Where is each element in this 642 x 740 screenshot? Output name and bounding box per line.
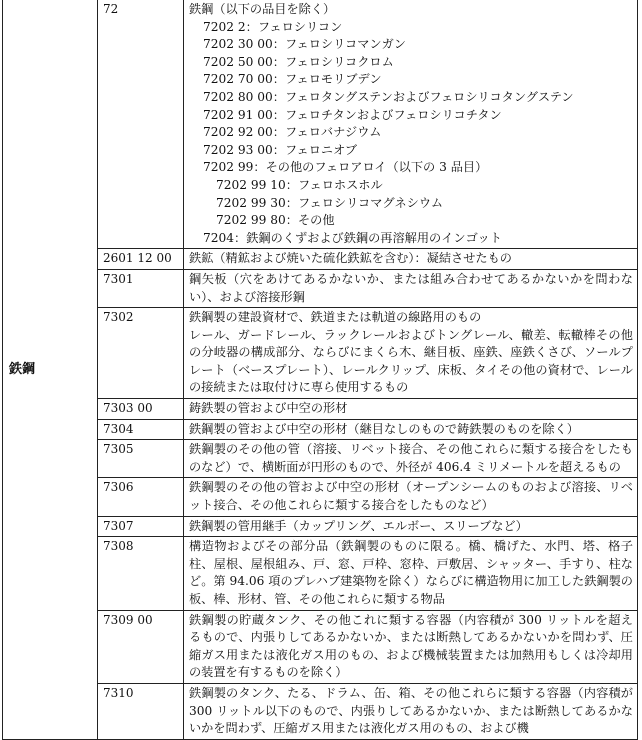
description-text: 鉄鉱（精鉱および焼いた硫化鉄鉱を含む）：凝結させたもの: [189, 251, 512, 266]
code-cell: 7309 00: [98, 610, 184, 683]
description-text: 鉄鋼製の管用継手（カップリング、エルボー、スリーブなど）: [189, 518, 528, 533]
code-cell: 7301: [98, 269, 184, 307]
code-cell: 7305: [98, 440, 184, 478]
table-row-72: [3, 0, 638, 249]
description-text: 鉄鋼製のその他の管（溶接、リベット接合、その他これらに類する接合をしたものなど）で、横断面が円形のもので、外径が 406.4 ミリメートルを超えるもの: [189, 442, 633, 474]
description-cell: [184, 683, 638, 739]
table-row-7305: [3, 440, 638, 478]
code-cell: 7304: [98, 419, 184, 440]
table-row-7302: [3, 308, 638, 399]
code-cell: 72: [98, 0, 184, 249]
description-line: 7204：鉄鋼のくずおよび鉄鋼の再溶解用のインゴット: [203, 230, 502, 245]
description-cell: [184, 440, 638, 478]
description-text: 鉄鋼製のその他の管および中空の形材（オープンシームのものおよび溶接、リベット接合、その他これらに類する接合をしたものなど）: [189, 480, 633, 513]
code-cell: 7303 00: [98, 399, 184, 420]
description-text: 鉄鋼製の貯蔵タンク、その他これに類する容器（内容積が 300 リットルを超えるもので、内張りしてあるかないか、または断熱してあるかないかを問わず、圧縮ガス用または液化ガス用のもの、および機械装置または加熱用もしくは冷却用の装置を有するものを除く）: [189, 612, 633, 680]
description-line: 7202 92 00：フェロバナジウム: [203, 125, 382, 140]
description-line: 7202 70 00：フェロモリブデン: [203, 72, 382, 87]
description-line: 7202 91 00：フェロチタンおよびフェロシリコチタン: [203, 107, 502, 122]
description-text: 鉄鋼製のタンク、たる、ドラム、缶、箱、その他これらに類する容器（内容積が 300 リットル以下のもので、内張りしてあるかないか、または断熱してあるかないかを問わず、圧縮ガス用または液化ガス用のもの、および機: [189, 685, 633, 736]
description-line: 7202 80 00：フェロタングステンおよびフェロシリコタングステン: [203, 89, 574, 104]
code-cell: 7307: [98, 516, 184, 537]
table-row-7301: [3, 269, 638, 307]
description-text: レール、ガードレール、ラックレールおよびトングレール、轍差、転轍棒その他の分岐器の構成部分、ならびにまくら木、継目板、座鉄、座鉄くさび、ソールプレート（ベースプレート）、レールクリップ、床板、タイその他の資材で、レールの接続または取付けに専ら使用するもの: [189, 327, 633, 395]
table-row-7304: [3, 419, 638, 440]
table-row-7308: [3, 537, 638, 610]
table-row-2601: [3, 249, 638, 270]
description-text: 構造物およびその部分品（鉄鋼製のものに限る。橋、橋げた、水門、塔、格子柱、屋根、屋根組み、戸、窓、戸枠、窓枠、戸敷居、シャッター、手すり、柱など。第 94.06 項のプレハブ建築物を除く）ならびに構造物用に加工した鉄鋼製の板、棒、形材、管、その他これらに類する物品: [189, 539, 633, 606]
code-cell: 7310: [98, 683, 184, 739]
table-row-7309: [3, 610, 638, 683]
code-cell: 7306: [98, 478, 184, 516]
table-row-7303: [3, 399, 638, 420]
description-line: 鉄鋼（以下の品目を除く）: [189, 2, 336, 16]
table-row-7307: [3, 516, 638, 537]
description-line: 7202 93 00：フェロニオブ: [203, 142, 358, 157]
description-line: 7202 30 00：フェロシリコマンガン: [203, 37, 406, 52]
description-line: 7202 99 30：フェロシリコマグネシウム: [216, 195, 444, 210]
description-line: 7202 2：フェロシリコン: [203, 19, 343, 34]
description-cell: [184, 269, 638, 307]
description-text: 鋼矢板（穴をあけてあるかないか、または組み合わせてあるかないかを問わない）、および溶接形鋼: [189, 271, 633, 304]
description-cell: [184, 478, 638, 516]
table-row-7310: [3, 683, 638, 739]
code-cell: 7302: [98, 308, 184, 399]
description-cell: [184, 537, 638, 610]
code-cell: 7308: [98, 537, 184, 610]
description-cell: [184, 249, 638, 270]
description-cell: [184, 516, 638, 537]
category-label: 鉄鋼: [9, 361, 36, 377]
description-title: 鉄鋼製の建設資材で、鉄道または軌道の線路用のもの: [189, 310, 482, 325]
description-cell: [184, 0, 638, 249]
description-cell: [184, 399, 638, 420]
description-line: 7202 50 00：フェロシリコクロム: [203, 54, 394, 69]
description-line: 7202 99：その他のフェロアロイ（以下の 3 品目）: [203, 160, 488, 175]
description-cell: [184, 419, 638, 440]
description-text: 鉄鋼製の管および中空の形材（継目なしのもので鋳鉄製のものを除く）: [189, 421, 579, 436]
goods-table: [2, 0, 638, 740]
table-row-7306: [3, 478, 638, 516]
description-line: 7202 99 10：フェロホスホル: [216, 177, 383, 192]
description-cell: [184, 610, 638, 683]
code-cell: 2601 12 00: [98, 249, 184, 270]
category-cell: [3, 0, 98, 739]
description-cell: [184, 308, 638, 399]
description-line: 7202 99 80：その他: [216, 213, 335, 228]
description-text: 鋳鉄製の管および中空の形材: [189, 401, 348, 416]
